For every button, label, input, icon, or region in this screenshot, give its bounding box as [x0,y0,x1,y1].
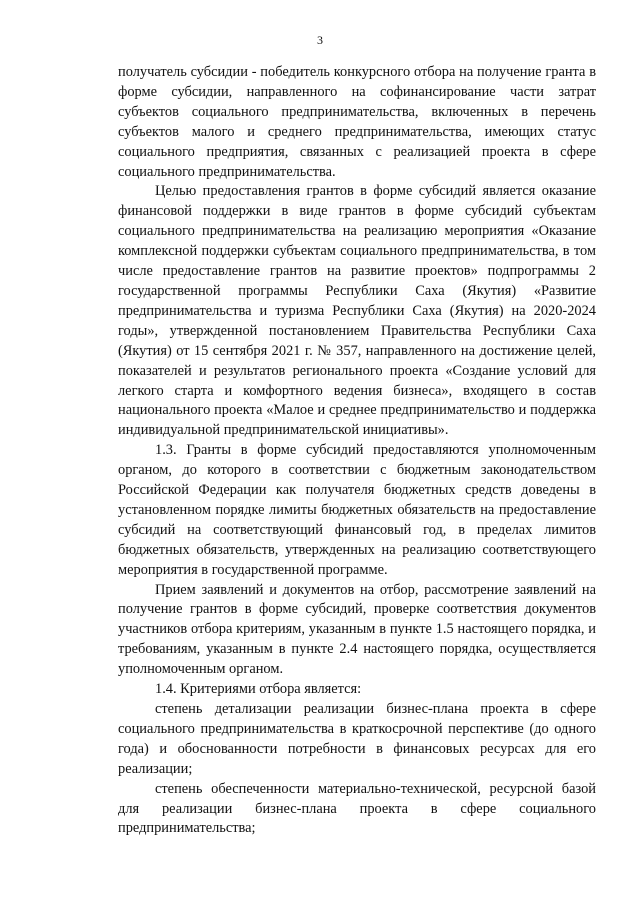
paragraph-1-3: 1.3. Гранты в форме субсидий предоставляются уполномоченным органом, до которого в соответствии с бюджетным законодательством Российской Федерации как получателя бюджетных средств доведены в установленном порядке лимиты бюджетных обязательств на предоставление субсидий на соответствующий финансовый год, в пределах лимитов бюджетных обязательств, утвержденных на реализацию соответствующего мероприятия в государственной программе. [118,442,596,578]
paragraph-1-4-heading: 1.4. Критериями отбора является: [155,681,362,698]
paragraph-recipient-definition: получатель субсидии - победитель конкурсного отбора на получение гранта в форме субсидии, направленного на софинансирование части затрат субъектов социального предпринимательства, включенных в перечень субъектов малого и среднего предпринимательства, имеющих статус социального предприятия, связанных с реализацией проекта в сфере социального предпринимательства. [118,64,596,180]
paragraph-application-intake: Прием заявлений и документов на отбор, рассмотрение заявлений на получение грантов в форме субсидий, проверке соответствия документов участников отбора критериям, указанным в пункте 1.5 настоящего порядка, и требованиям, указанным в пункте 2.4 настоящего порядка, осуществляется уполномоченным органом. [118,581,596,678]
document-body [118,63,596,839]
page-number: 3 [317,33,323,47]
paragraph-criterion-detail: степень детализации реализации бизнес-плана проекта в сфере социального предпринимательства в краткосрочной перспективе (до одного года) и обоснованности потребности в финансовых ресурсах для его реализации; [118,701,596,777]
paragraph-criterion-resources: степень обеспеченности материально-технической, ресурсной базой для реализации бизнес-плана проекта в сфере социального предпринимательства; [118,780,596,837]
paragraph-grant-purpose: Целью предоставления грантов в форме субсидий является оказание финансовой поддержки в виде грантов в форме субсидий субъектам социального предпринимательства на реализацию мероприятия «Оказание комплексной поддержки субъектам социального предпринимательства, в том числе предоставление грантов на развитие проектов» подпрограммы 2 государственной программы Республики Саха (Якутия) «Развитие предпринимательства и туризма Республики Саха (Якутия) на 2020-2024 годы», утвержденной постановлением Правительства Республики Саха (Якутия) от 15 сентября 2021 г. № 357, направленного на достижение целей, показателей и результатов регионального проекта «Создание условий для легкого старта и комфортного ведения бизнеса», входящего в состав национального проекта «Малое и среднее предпринимательство и поддержка индивидуальной предпринимательской инициативы». [118,183,596,439]
